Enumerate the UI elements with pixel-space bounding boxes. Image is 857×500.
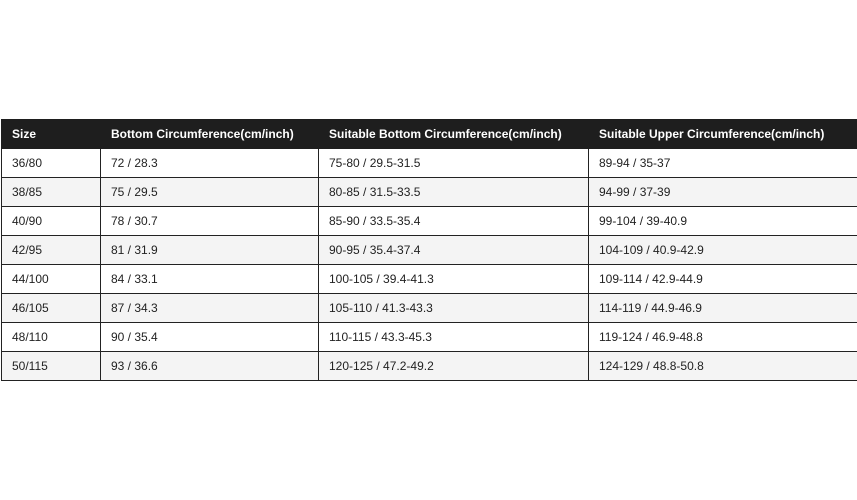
suitable-bottom-cell: 100-105 / 39.4-41.3: [319, 265, 589, 294]
table-row: [2, 265, 857, 294]
bottom-circumference-cell: 75 / 29.5: [101, 178, 319, 207]
table-row: [2, 149, 857, 178]
header-bottom-circumference: Bottom Circumference(cm/inch): [101, 120, 319, 149]
bottom-circumference-cell: 84 / 33.1: [101, 265, 319, 294]
header-suitable-bottom-circumference: Suitable Bottom Circumference(cm/inch): [319, 120, 589, 149]
suitable-bottom-cell: 80-85 / 31.5-33.5: [319, 178, 589, 207]
suitable-upper-cell: 94-99 / 37-39: [589, 178, 857, 207]
size-cell: 46/105: [2, 294, 101, 323]
size-chart-table: [1, 119, 857, 381]
size-cell: 40/90: [2, 207, 101, 236]
table-row: [2, 352, 857, 381]
bottom-circumference-cell: 93 / 36.6: [101, 352, 319, 381]
table-row: [2, 207, 857, 236]
header-size: Size: [2, 120, 101, 149]
suitable-bottom-cell: 105-110 / 41.3-43.3: [319, 294, 589, 323]
bottom-circumference-cell: 87 / 34.3: [101, 294, 319, 323]
table-row: [2, 294, 857, 323]
table-header: [2, 120, 857, 149]
suitable-bottom-cell: 90-95 / 35.4-37.4: [319, 236, 589, 265]
suitable-upper-cell: 99-104 / 39-40.9: [589, 207, 857, 236]
table-row: [2, 323, 857, 352]
suitable-upper-cell: 119-124 / 46.9-48.8: [589, 323, 857, 352]
suitable-bottom-cell: 120-125 / 47.2-49.2: [319, 352, 589, 381]
suitable-bottom-cell: 85-90 / 33.5-35.4: [319, 207, 589, 236]
bottom-circumference-cell: 72 / 28.3: [101, 149, 319, 178]
bottom-circumference-cell: 81 / 31.9: [101, 236, 319, 265]
suitable-upper-cell: 104-109 / 40.9-42.9: [589, 236, 857, 265]
suitable-bottom-cell: 75-80 / 29.5-31.5: [319, 149, 589, 178]
size-cell: 44/100: [2, 265, 101, 294]
table-row: [2, 178, 857, 207]
size-cell: 36/80: [2, 149, 101, 178]
suitable-upper-cell: 109-114 / 42.9-44.9: [589, 265, 857, 294]
table-row: [2, 236, 857, 265]
suitable-upper-cell: 89-94 / 35-37: [589, 149, 857, 178]
header-suitable-upper-circumference: Suitable Upper Circumference(cm/inch): [589, 120, 857, 149]
bottom-circumference-cell: 78 / 30.7: [101, 207, 319, 236]
suitable-upper-cell: 124-129 / 48.8-50.8: [589, 352, 857, 381]
suitable-bottom-cell: 110-115 / 43.3-45.3: [319, 323, 589, 352]
size-cell: 38/85: [2, 178, 101, 207]
suitable-upper-cell: 114-119 / 44.9-46.9: [589, 294, 857, 323]
table-body: [2, 149, 857, 381]
header-row: [2, 120, 857, 149]
size-cell: 42/95: [2, 236, 101, 265]
size-cell: 48/110: [2, 323, 101, 352]
bottom-circumference-cell: 90 / 35.4: [101, 323, 319, 352]
size-cell: 50/115: [2, 352, 101, 381]
